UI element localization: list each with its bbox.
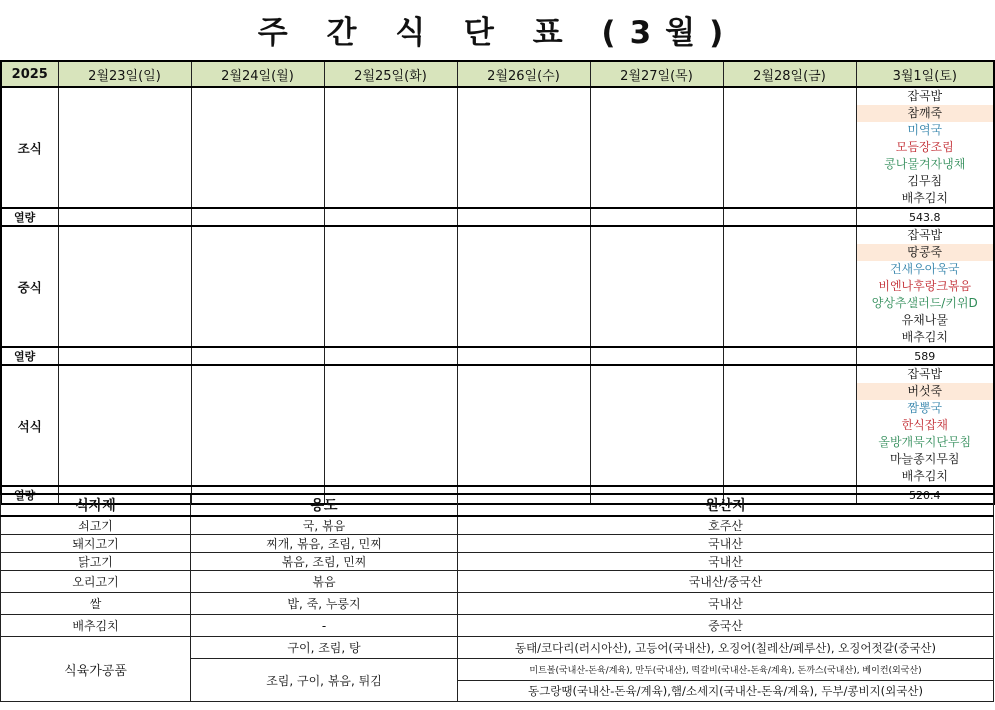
menu-cell — [191, 87, 324, 208]
origin-country: 국내산/중국산 — [458, 571, 994, 593]
menu-item: 김무침 — [907, 174, 943, 188]
menu-item: 유채나물 — [901, 313, 948, 327]
menu-cell — [723, 365, 856, 486]
calorie-cell — [191, 347, 324, 365]
menu-item: 잡곡밥 — [907, 89, 943, 103]
calorie-row — [1, 208, 994, 226]
year-label: 2025 — [1, 61, 58, 87]
menu-cell — [58, 87, 191, 208]
menu-cell — [324, 87, 457, 208]
menu-item: 잡곡밥 — [907, 228, 943, 242]
day-header: 2월23일(일) — [58, 61, 191, 87]
menu-cell — [324, 226, 457, 347]
calorie-cell — [58, 208, 191, 226]
ingredient: 식육가공품 — [1, 637, 191, 702]
menu-item: 양상추샐러드/키위D — [871, 296, 978, 310]
usage: - — [191, 615, 458, 637]
origin-country: 중국산 — [458, 615, 994, 637]
calorie-cell — [590, 208, 723, 226]
menu-cell — [590, 226, 723, 347]
day-header: 2월27일(목) — [590, 61, 723, 87]
ingredient: 닭고기 — [1, 553, 191, 571]
menu-cell — [191, 365, 324, 486]
origin-country: 미트볼(국내산-돈육/계육), 만두(국내산), 떡갈비(국내산-돈육/계육), 돈까스(국내산), 베이컨(외국산) — [458, 659, 994, 681]
calorie-cell — [324, 347, 457, 365]
origin-header: 용도 — [191, 494, 458, 516]
origin-country: 국내산 — [458, 553, 994, 571]
menu-cell — [723, 87, 856, 208]
menu-item: 땅콩죽 — [857, 244, 994, 261]
menu-item: 콩나물겨자냉채 — [884, 157, 966, 171]
origin-row — [1, 593, 994, 615]
day-header: 2월25일(화) — [324, 61, 457, 87]
meal-row-breakfast — [1, 87, 994, 208]
origin-row — [1, 535, 994, 553]
calorie-value: 589 — [856, 347, 994, 365]
menu-item: 미역국 — [907, 123, 943, 137]
ingredient: 오리고기 — [1, 571, 191, 593]
menu-header-row — [1, 61, 994, 87]
calorie-value: 543.8 — [856, 208, 994, 226]
day-header: 2월26일(수) — [457, 61, 590, 87]
origin-row — [1, 571, 994, 593]
calorie-cell — [457, 347, 590, 365]
menu-cell — [723, 226, 856, 347]
usage: 국, 볶음 — [191, 516, 458, 535]
menu-item: 버섯죽 — [857, 383, 994, 400]
usage: 밥, 죽, 누룽지 — [191, 593, 458, 615]
day-header: 2월24일(월) — [191, 61, 324, 87]
menu-cell — [58, 365, 191, 486]
usage: 구이, 조림, 탕 — [191, 637, 458, 659]
origin-header: 원산지 — [458, 494, 994, 516]
calorie-cell — [590, 347, 723, 365]
menu-cell — [457, 87, 590, 208]
menu-cell — [191, 226, 324, 347]
calorie-row — [1, 347, 994, 365]
menu-items-cell — [856, 87, 994, 208]
menu-item: 배추김치 — [901, 330, 948, 344]
menu-item: 배추김치 — [901, 469, 948, 483]
ingredient: 쌀 — [1, 593, 191, 615]
menu-item: 잡곡밥 — [907, 367, 943, 381]
calorie-cell — [723, 347, 856, 365]
origin-country: 호주산 — [458, 516, 994, 535]
day-header: 2월28일(금) — [723, 61, 856, 87]
calorie-cell — [457, 208, 590, 226]
origin-country: 동태/코다리(러시아산), 고등어(국내산), 오징어(칠레산/페루산), 오징어젓갈(중국산) — [458, 637, 994, 659]
menu-item: 비엔나후랑크볶음 — [878, 279, 972, 293]
calorie-value: 520.4 — [856, 486, 994, 504]
meal-row-lunch — [1, 226, 994, 347]
menu-cell — [58, 226, 191, 347]
menu-cell — [457, 226, 590, 347]
menu-items-cell — [856, 365, 994, 486]
day-header: 3월1일(토) — [856, 61, 994, 87]
origin-row — [1, 615, 994, 637]
calorie-cell — [58, 347, 191, 365]
menu-item: 참깨죽 — [857, 105, 994, 122]
menu-item: 마늘종지무침 — [889, 452, 960, 466]
usage: 조림, 구이, 볶음, 튀김 — [191, 659, 458, 702]
menu-cell — [590, 365, 723, 486]
origin-country: 동그랑땡(국내산-돈육/계육),햄/소세지(국내산-돈육/계육), 두부/콩비지(외국산) — [458, 681, 994, 702]
origin-header-row — [1, 494, 994, 516]
menu-item: 모듬장조림 — [895, 140, 954, 154]
origin-row — [1, 637, 994, 659]
calorie-cell — [723, 208, 856, 226]
origin-country: 국내산 — [458, 535, 994, 553]
meal-label: 석식 — [1, 365, 58, 486]
origin-table — [0, 493, 994, 702]
menu-cell — [457, 365, 590, 486]
menu-item: 올방개묵지단무침 — [878, 435, 972, 449]
meal-label: 중식 — [1, 226, 58, 347]
calorie-cell — [191, 208, 324, 226]
menu-items-cell — [856, 226, 994, 347]
calorie-cell — [324, 208, 457, 226]
menu-item: 짬뽕국 — [907, 401, 943, 415]
page-title: 주 간 식 단 표 (3월) — [257, 14, 738, 51]
usage: 찌개, 볶음, 조림, 민찌 — [191, 535, 458, 553]
meal-label: 조식 — [1, 87, 58, 208]
usage: 볶음 — [191, 571, 458, 593]
ingredient: 쇠고기 — [1, 516, 191, 535]
origin-country: 국내산 — [458, 593, 994, 615]
calorie-label: 열량 — [1, 347, 58, 365]
calorie-label: 열량 — [1, 208, 58, 226]
ingredient: 돼지고기 — [1, 535, 191, 553]
calorie-label: 열량 — [1, 486, 58, 504]
ingredient: 배추김치 — [1, 615, 191, 637]
origin-row — [1, 553, 994, 571]
menu-cell — [324, 365, 457, 486]
menu-item: 한식잡채 — [901, 418, 948, 432]
usage: 볶음, 조림, 민찌 — [191, 553, 458, 571]
origin-row — [1, 516, 994, 535]
menu-item: 배추김치 — [901, 191, 948, 205]
menu-item: 건새우아욱국 — [889, 262, 960, 276]
weekly-menu-table — [0, 60, 995, 505]
origin-header: 식자재 — [1, 494, 191, 516]
meal-row-dinner — [1, 365, 994, 486]
menu-cell — [590, 87, 723, 208]
